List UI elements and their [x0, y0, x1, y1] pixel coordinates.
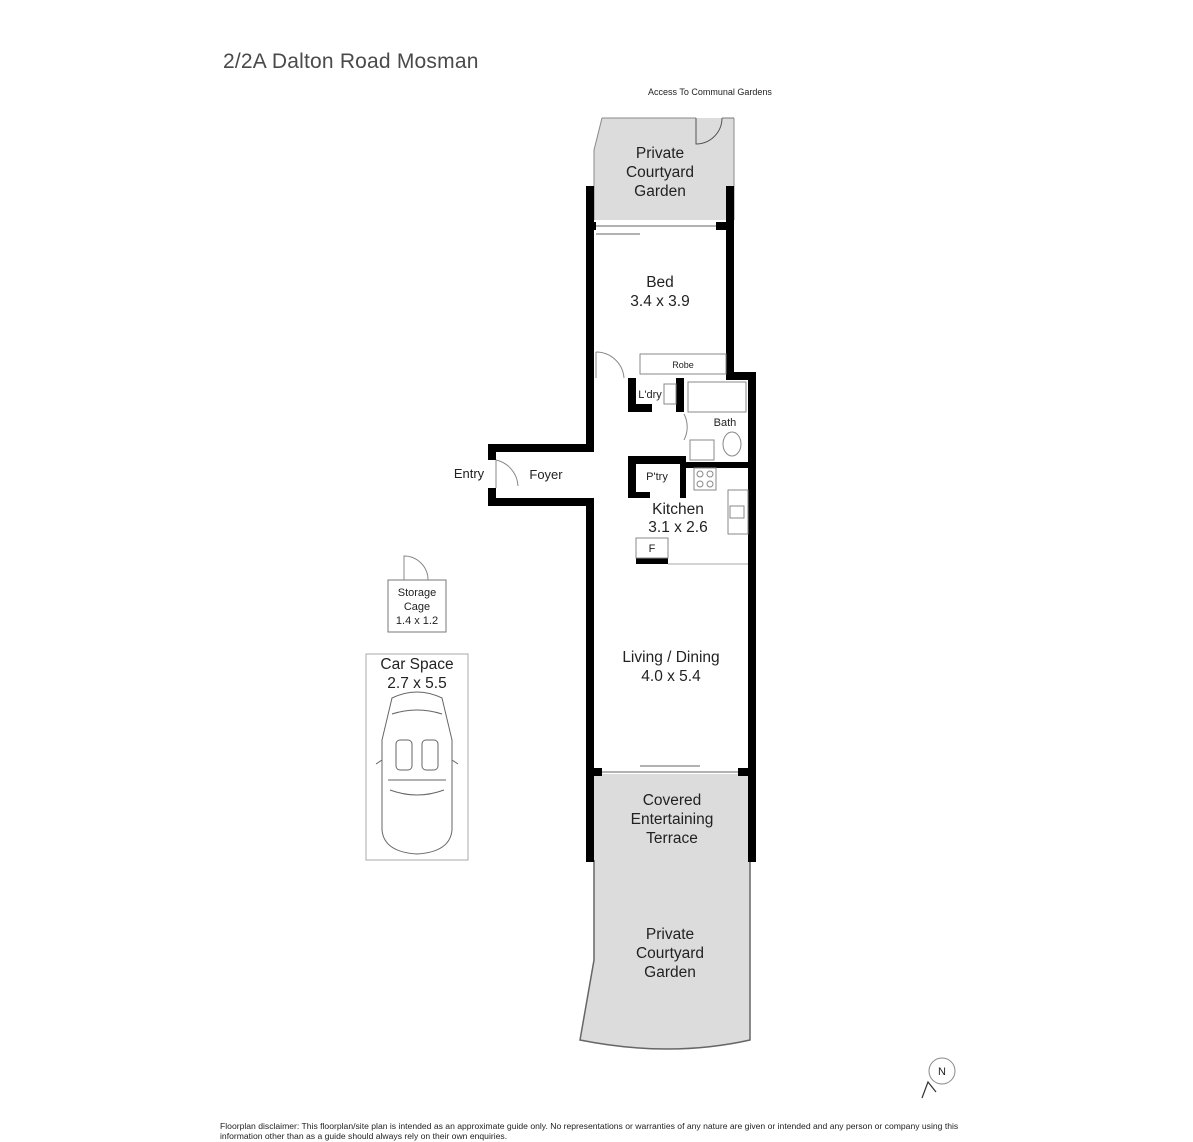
kitchen-label: Kitchen: [652, 501, 704, 518]
robe-label: Robe: [672, 360, 694, 370]
courtyard-bottom-label-3: Garden: [644, 964, 696, 981]
terrace-label-1: Covered: [642, 792, 702, 809]
foyer-label: Foyer: [529, 467, 563, 482]
access-label: Access To Communal Gardens: [648, 87, 772, 97]
compass-icon: [922, 1058, 955, 1098]
courtyard-bottom-label-1: Private: [645, 926, 695, 943]
storage-label-2: Cage: [403, 601, 431, 613]
walls: [488, 186, 756, 862]
pantry-label: P'try: [646, 471, 668, 483]
courtyard-top-label-3: Garden: [634, 183, 686, 200]
car-label: Car Space: [380, 656, 454, 673]
bed-label: Bed: [646, 274, 674, 291]
car-size: 2.7 x 5.5: [387, 675, 447, 692]
courtyard-top-label-2: Courtyard: [625, 164, 695, 181]
storage-label-1: Storage: [397, 587, 437, 599]
car-icon: [376, 692, 458, 854]
fridge-label: F: [648, 543, 656, 555]
laundry-label: L'dry: [638, 389, 662, 401]
terrace-label-2: Entertaining: [630, 811, 714, 828]
page-title: 2/2A Dalton Road Mosman: [223, 50, 479, 73]
bath-label: Bath: [713, 417, 737, 429]
compass-label: N: [938, 1066, 946, 1078]
living-label: Living / Dining: [622, 649, 720, 666]
disclaimer: Floorplan disclaimer: This floorplan/site plan is intended as an approximate guide only. No representations or warranties of any nature are given or intended and any person or company using this information other than as a guide should always rely on their own enquiries.: [220, 1121, 959, 1141]
living-size: 4.0 x 5.4: [641, 668, 701, 685]
storage-size: 1.4 x 1.2: [395, 615, 439, 627]
courtyard-top-label-1: Private: [635, 145, 685, 162]
entry-label: Entry: [453, 466, 485, 481]
terrace-label-3: Terrace: [646, 830, 698, 847]
bed-size: 3.4 x 3.9: [630, 293, 690, 310]
kitchen-size: 3.1 x 2.6: [648, 519, 708, 536]
courtyard-bottom-label-2: Courtyard: [635, 945, 705, 962]
